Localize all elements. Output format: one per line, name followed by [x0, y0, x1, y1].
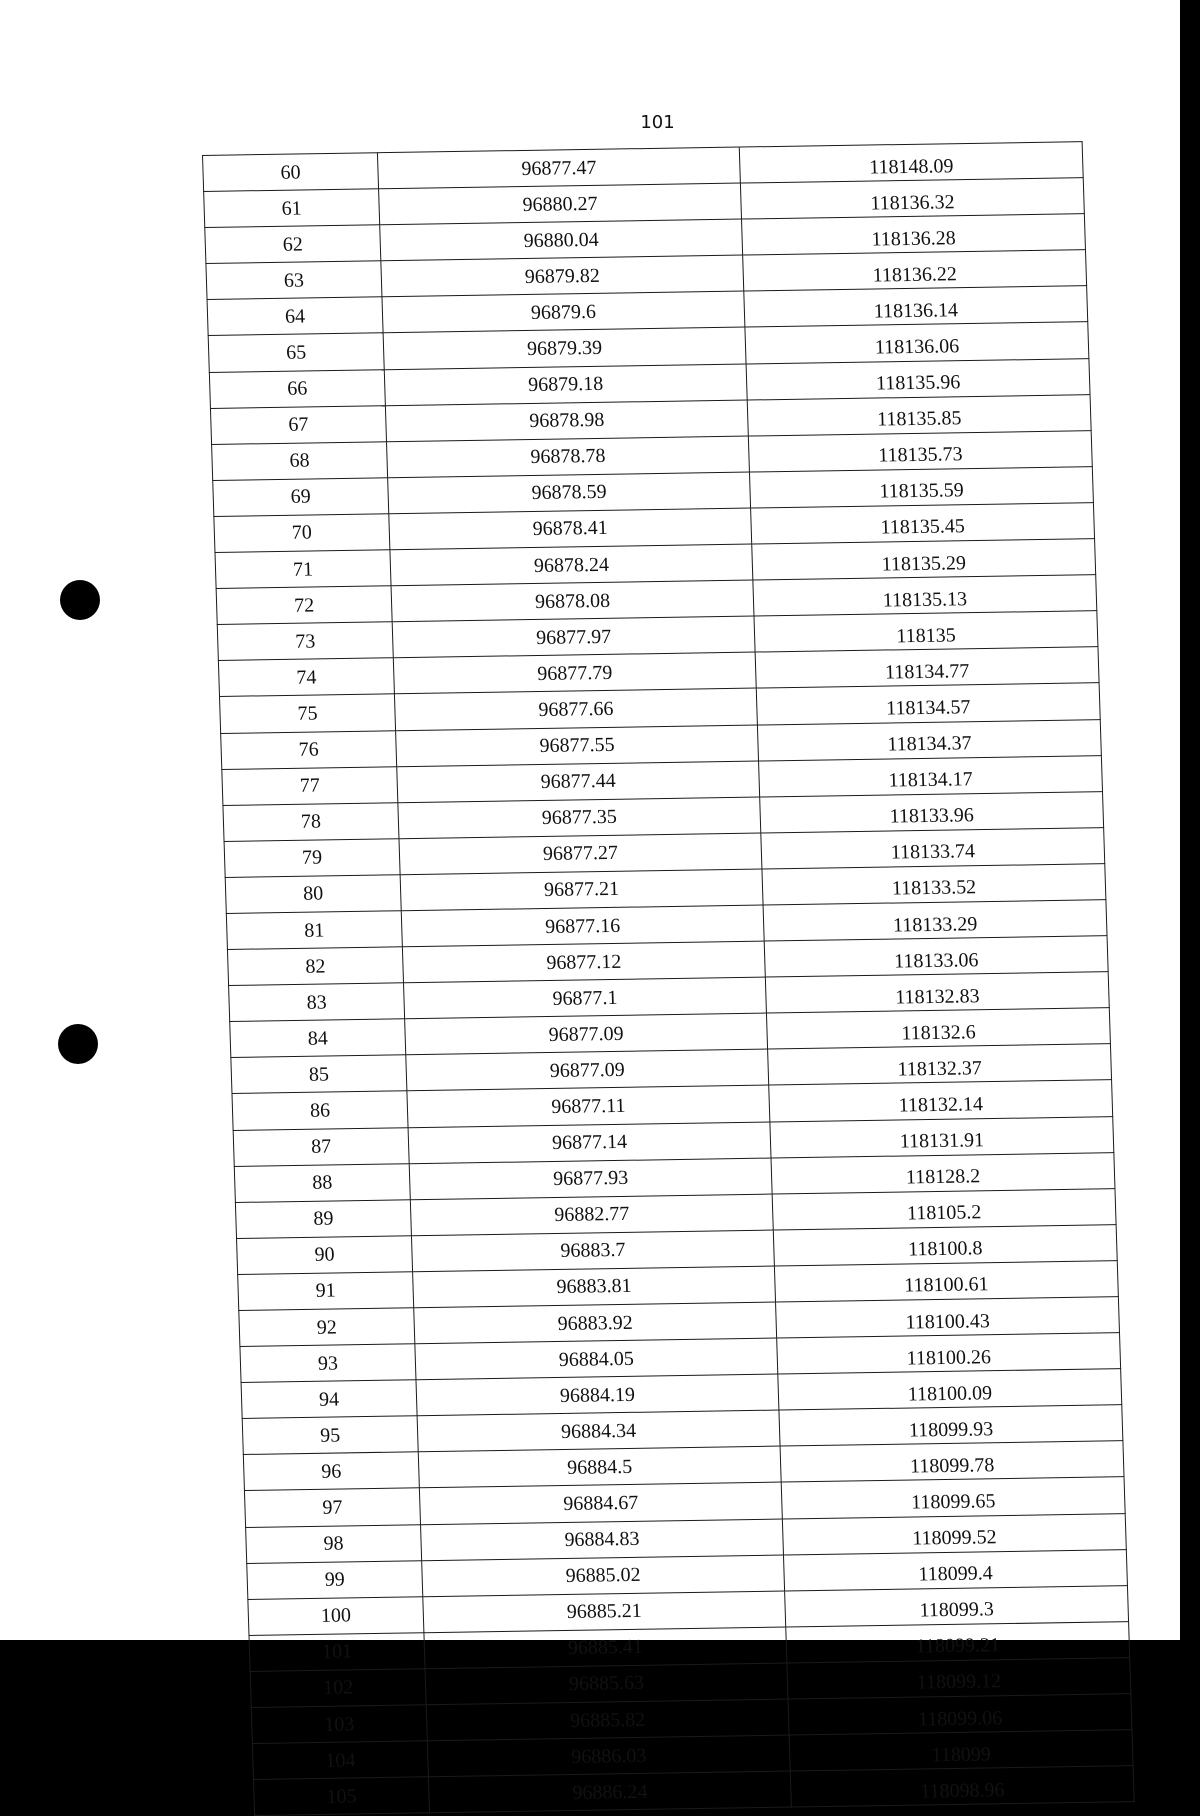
point-number-cell: 97 [244, 1488, 420, 1527]
y-coordinate-cell: 118100.61 [774, 1261, 1118, 1302]
y-coordinate-cell: 118100.8 [773, 1224, 1117, 1265]
y-coordinate-cell: 118132.37 [768, 1044, 1112, 1085]
point-number-cell: 104 [252, 1741, 428, 1780]
x-coordinate-cell: 96883.81 [413, 1266, 776, 1308]
x-coordinate-cell: 96883.7 [411, 1230, 774, 1272]
y-coordinate-cell: 118132.83 [765, 972, 1109, 1013]
point-number-cell: 78 [223, 802, 399, 841]
x-coordinate-cell: 96886.24 [428, 1771, 791, 1813]
y-coordinate-cell: 118134.17 [759, 755, 1103, 796]
point-number-cell: 93 [240, 1344, 416, 1383]
y-coordinate-cell: 118098.96 [790, 1766, 1134, 1807]
point-number-cell: 63 [206, 261, 382, 300]
x-coordinate-cell: 96880.04 [380, 219, 743, 261]
point-number-cell: 81 [226, 911, 402, 950]
x-coordinate-cell: 96879.18 [384, 364, 747, 406]
x-coordinate-cell: 96877.27 [399, 833, 762, 875]
x-coordinate-cell: 96879.6 [382, 291, 745, 333]
x-coordinate-cell: 96877.12 [402, 941, 765, 983]
point-number-cell: 95 [242, 1416, 418, 1455]
x-coordinate-cell: 96878.78 [386, 436, 749, 478]
coordinates-table-wrapper [202, 141, 1134, 1816]
y-coordinate-cell: 118099.52 [782, 1513, 1126, 1554]
point-number-cell: 105 [254, 1777, 430, 1816]
point-number-cell: 61 [204, 189, 380, 228]
y-coordinate-cell: 118099.3 [785, 1585, 1129, 1626]
point-number-cell: 74 [218, 658, 394, 697]
point-number-cell: 92 [239, 1308, 415, 1347]
x-coordinate-cell: 96877.09 [405, 1013, 768, 1055]
point-number-cell: 67 [210, 405, 386, 444]
x-coordinate-cell: 96884.83 [421, 1519, 784, 1561]
y-coordinate-cell: 118099.65 [781, 1477, 1125, 1518]
point-number-cell: 99 [247, 1560, 423, 1599]
y-coordinate-cell: 118099.12 [787, 1658, 1131, 1699]
x-coordinate-cell: 96877.16 [401, 905, 764, 947]
point-number-cell: 71 [215, 550, 391, 589]
x-coordinate-cell: 96885.21 [423, 1591, 786, 1633]
x-coordinate-cell: 96884.05 [415, 1338, 778, 1380]
x-coordinate-cell: 96879.39 [383, 328, 746, 370]
y-coordinate-cell: 118100.09 [778, 1369, 1122, 1410]
y-coordinate-cell: 118134.57 [756, 683, 1100, 724]
y-coordinate-cell: 118133.52 [762, 864, 1106, 905]
point-number-cell: 101 [249, 1633, 425, 1672]
point-number-cell: 86 [232, 1091, 408, 1130]
y-coordinate-cell: 118099 [789, 1730, 1133, 1771]
y-coordinate-cell: 118135.59 [749, 467, 1093, 508]
y-coordinate-cell: 118099.4 [783, 1549, 1127, 1590]
y-coordinate-cell: 118100.26 [777, 1333, 1121, 1374]
y-coordinate-cell: 118136.06 [745, 322, 1089, 363]
x-coordinate-cell: 96879.82 [381, 255, 744, 297]
y-coordinate-cell: 118133.29 [763, 900, 1107, 941]
point-number-cell: 91 [238, 1272, 414, 1311]
x-coordinate-cell: 96880.27 [379, 183, 742, 225]
point-number-cell: 85 [231, 1055, 407, 1094]
y-coordinate-cell: 118135.85 [747, 394, 1091, 435]
x-coordinate-cell: 96877.55 [396, 725, 759, 767]
x-coordinate-cell: 96884.5 [418, 1446, 781, 1488]
x-coordinate-cell: 96877.11 [407, 1085, 770, 1127]
x-coordinate-cell: 96886.03 [427, 1735, 790, 1777]
x-coordinate-cell: 96877.35 [398, 797, 761, 839]
point-number-cell: 89 [235, 1199, 411, 1238]
point-number-cell: 90 [237, 1236, 413, 1275]
y-coordinate-cell: 118132.14 [769, 1080, 1113, 1121]
x-coordinate-cell: 96877.66 [394, 688, 757, 730]
y-coordinate-cell: 118128.2 [771, 1152, 1115, 1193]
x-coordinate-cell: 96877.93 [409, 1158, 772, 1200]
x-coordinate-cell: 96877.97 [392, 616, 755, 658]
x-coordinate-cell: 96877.14 [408, 1122, 771, 1164]
y-coordinate-cell: 118132.6 [766, 1008, 1110, 1049]
x-coordinate-cell: 96884.19 [416, 1374, 779, 1416]
y-coordinate-cell: 118099.21 [786, 1622, 1130, 1663]
point-number-cell: 65 [208, 333, 384, 372]
y-coordinate-cell: 118136.28 [742, 214, 1086, 255]
y-coordinate-cell: 118131.91 [770, 1116, 1114, 1157]
point-number-cell: 88 [234, 1163, 410, 1202]
x-coordinate-cell: 96878.59 [388, 472, 751, 514]
point-number-cell: 96 [243, 1452, 419, 1491]
y-coordinate-cell: 118099.06 [788, 1694, 1132, 1735]
y-coordinate-cell: 118135.13 [753, 575, 1097, 616]
y-coordinate-cell: 118135 [754, 611, 1098, 652]
page-number: 101 [640, 112, 675, 133]
point-number-cell: 84 [230, 1019, 406, 1058]
y-coordinate-cell: 118133.96 [760, 791, 1104, 832]
point-number-cell: 69 [213, 478, 389, 517]
x-coordinate-cell: 96884.67 [419, 1483, 782, 1525]
point-number-cell: 102 [250, 1669, 426, 1708]
coordinates-table [202, 141, 1135, 1816]
y-coordinate-cell: 118148.09 [739, 142, 1083, 183]
point-number-cell: 62 [205, 225, 381, 264]
x-coordinate-cell: 96877.79 [393, 652, 756, 694]
point-number-cell: 77 [222, 766, 398, 805]
x-coordinate-cell: 96885.82 [426, 1699, 789, 1741]
point-number-cell: 79 [224, 839, 400, 878]
y-coordinate-cell: 118135.45 [751, 503, 1095, 544]
x-coordinate-cell: 96885.41 [424, 1627, 787, 1669]
y-coordinate-cell: 118135.96 [746, 358, 1090, 399]
punch-hole [58, 1024, 98, 1064]
x-coordinate-cell: 96877.1 [404, 977, 767, 1019]
point-number-cell: 68 [212, 441, 388, 480]
point-number-cell: 73 [217, 622, 393, 661]
point-number-cell: 83 [229, 983, 405, 1022]
y-coordinate-cell: 118133.06 [764, 936, 1108, 977]
point-number-cell: 94 [241, 1380, 417, 1419]
x-coordinate-cell: 96882.77 [410, 1194, 773, 1236]
y-coordinate-cell: 118133.74 [761, 827, 1105, 868]
y-coordinate-cell: 118100.43 [776, 1297, 1120, 1338]
x-coordinate-cell: 96883.92 [414, 1302, 777, 1344]
y-coordinate-cell: 118135.29 [752, 539, 1096, 580]
point-number-cell: 98 [246, 1524, 422, 1563]
point-number-cell: 76 [221, 730, 397, 769]
point-number-cell: 82 [227, 947, 403, 986]
y-coordinate-cell: 118134.77 [755, 647, 1099, 688]
x-coordinate-cell: 96877.44 [397, 761, 760, 803]
y-coordinate-cell: 118136.22 [743, 250, 1087, 291]
x-coordinate-cell: 96877.21 [400, 869, 763, 911]
y-coordinate-cell: 118136.14 [744, 286, 1088, 327]
x-coordinate-cell: 96878.98 [385, 400, 748, 442]
y-coordinate-cell: 118136.32 [740, 178, 1084, 219]
point-number-cell: 64 [207, 297, 383, 336]
x-coordinate-cell: 96884.34 [417, 1410, 780, 1452]
point-number-cell: 72 [216, 586, 392, 625]
x-coordinate-cell: 96878.24 [390, 544, 753, 586]
punch-hole [60, 580, 100, 620]
point-number-cell: 60 [203, 153, 379, 192]
x-coordinate-cell: 96885.02 [422, 1555, 785, 1597]
x-coordinate-cell: 96877.47 [377, 147, 740, 189]
point-number-cell: 87 [233, 1127, 409, 1166]
point-number-cell: 66 [209, 369, 385, 408]
point-number-cell: 75 [220, 694, 396, 733]
point-number-cell: 70 [214, 514, 390, 553]
x-coordinate-cell: 96878.08 [391, 580, 754, 622]
y-coordinate-cell: 118105.2 [772, 1188, 1116, 1229]
y-coordinate-cell: 118135.73 [748, 430, 1092, 471]
y-coordinate-cell: 118134.37 [757, 719, 1101, 760]
x-coordinate-cell: 96885.63 [425, 1663, 788, 1705]
point-number-cell: 100 [248, 1596, 424, 1635]
x-coordinate-cell: 96878.41 [389, 508, 752, 550]
table-body [203, 142, 1135, 1816]
y-coordinate-cell: 118099.78 [780, 1441, 1124, 1482]
point-number-cell: 103 [251, 1705, 427, 1744]
y-coordinate-cell: 118099.93 [779, 1405, 1123, 1446]
point-number-cell: 80 [225, 875, 401, 914]
x-coordinate-cell: 96877.09 [406, 1049, 769, 1091]
